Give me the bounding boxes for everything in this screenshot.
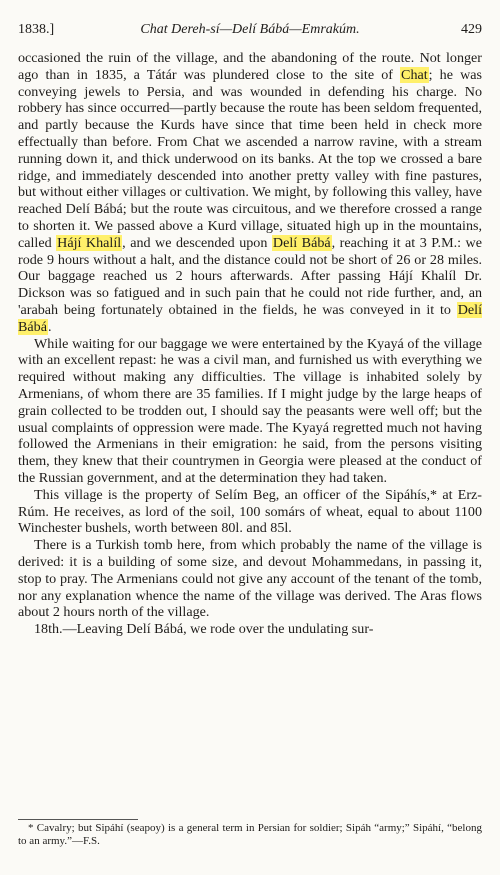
paragraph	[18, 487, 482, 537]
footnote-text: * Cavalry; but Sipáhí (seapoy) is a general term in Persian for soldier; Sipáh “army;” Sipáhí, “belong to an army.”—F.S.	[18, 822, 482, 847]
paragraph-text: , reaching it at 3 P.M.: we rode 9 hours without a halt, and the distance could not be short of 26 or 28 miles. Our baggage reached us 2 hours afterwards. After passing Hájí Khalíl Dr. Dickson was so fatigued and in such pain that he could not ride further, and, an 'arabah being fortunately obtained in the fields, he was conveyed in it to	[18, 234, 482, 318]
paragraph-text: occasioned the ruin of the village, and the abandoning of the route. Not longer ago than in 1835, a Tátár was plundered close to the site of	[18, 50, 482, 83]
paragraph	[18, 50, 482, 336]
paragraph	[18, 621, 482, 638]
body-text	[18, 50, 482, 638]
highlighted-place-name: Hájí Khalíl	[57, 234, 122, 251]
paragraph-text: .	[47, 318, 52, 335]
page-number: 429	[461, 22, 482, 37]
header-year: 1838.]	[18, 22, 55, 37]
paragraph-text: While waiting for our baggage we were entertained by the Kyayá of the village with an excellent repast: he was a civil man, and furnished us with everything we required without making any difficulties. The village is inhabited solely by Armenians, of whom there are 35 families. If I might judge by the large heaps of grain collected to be trodden out, I should say the peasants were well off; but the usual complaints of oppression were made. The Kyayá regretted much not having followed the Armenians in their emigration: he said, from the persons visiting them, they knew that their countrymen in Georgia were pleased at the conduct of the Russian government, and at the determination they had taken.	[18, 335, 482, 486]
highlighted-place-name: Delí Bábá	[272, 234, 331, 251]
paragraph-text: There is a Turkish tomb here, from which probably the name of the village is derived: it is a building of some size, and devout Mohammedans, in passing it, stop to pray. The Armenians could not give any account of the tenant of the tomb, nor any explanation whence the name of the village was derived. The Aras flows about 2 hours north of the village.	[18, 537, 482, 621]
footnote-rule	[18, 819, 138, 820]
paragraph	[18, 336, 482, 487]
highlighted-place-name: Delí Bábá	[18, 301, 482, 335]
paragraph-text: , and we descended upon	[122, 234, 272, 251]
paragraph-text: ; he was conveying jewels to Persia, and was wounded in defending his charge. No robbery has since occurred—partly because the route has been seldom frequented, and partly because the Kurds have since that time been held in check more effectually than before. From Chat we ascended a narrow ravine, with a stream running down it, and thick underwood on its banks. At the top we crossed a bare ridge, and immediately descended into another pretty valley with fine pastures, but without either villages or cultivation. We might, by following this valley, have reached Delí Bábá; but the route was circuitous, and we therefore crossed a range to shorten it. We passed above a Kurd village, situated high up in the mountains, called	[18, 66, 483, 251]
running-header	[18, 22, 482, 42]
paragraph	[18, 537, 482, 621]
paragraph-text: This village is the property of Selím Beg, an officer of the Sipáhís,* at Erz-Rúm. He receives, as lord of the soil, 100 somárs of wheat, equal to about 1100 Winchester bushels, worth between 80l. and 85l.	[18, 486, 482, 537]
highlighted-place-name: Chat	[401, 66, 428, 83]
paragraph-text: 18th.—Leaving Delí Bábá, we rode over the undulating sur-	[34, 621, 374, 638]
footnote	[18, 822, 482, 848]
header-title: Chat Dereh-sí—Delí Bábá—Emrakúm.	[140, 22, 360, 37]
